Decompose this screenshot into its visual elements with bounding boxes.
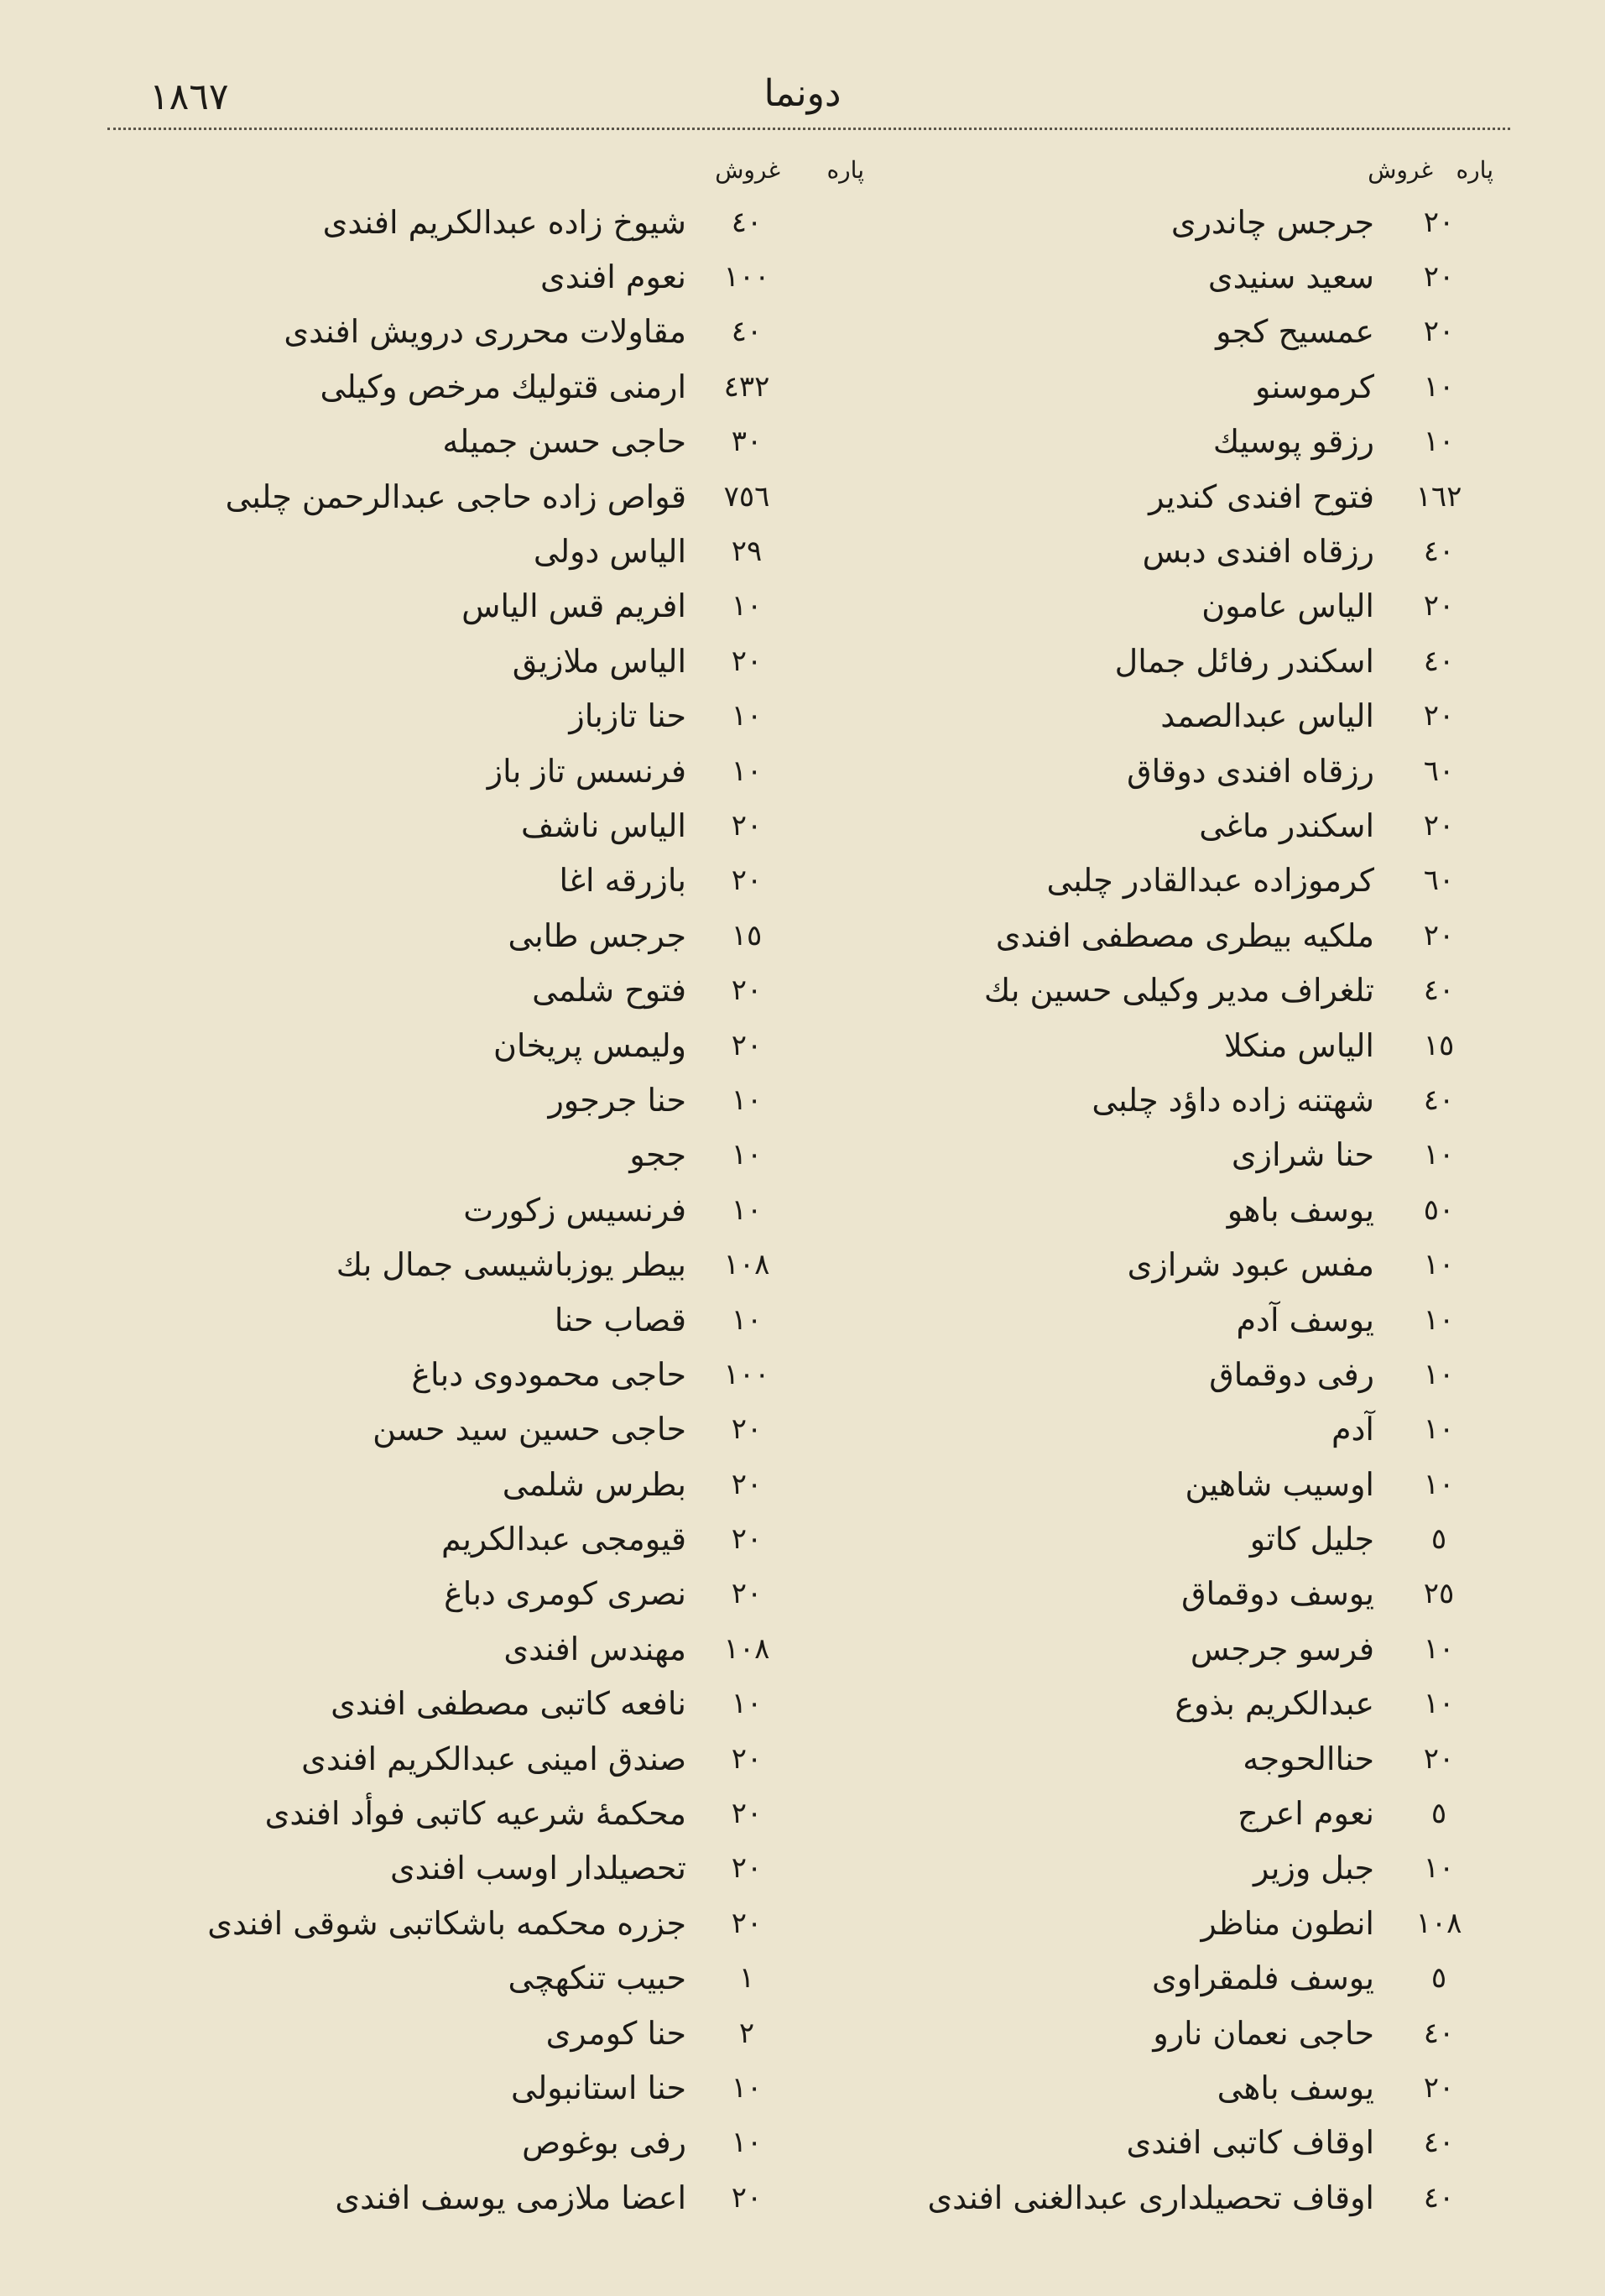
entry-row [109, 1677, 797, 1731]
amount: ٢٩ [731, 535, 763, 569]
amount: ٤٠ [1423, 2126, 1455, 2160]
entry-row [805, 634, 1493, 688]
entry-row [805, 1237, 1493, 1292]
entry-row [805, 744, 1493, 798]
name: اعضا ملازمى يوسف افندى [335, 2179, 686, 2216]
amount: ٢٠ [731, 1412, 763, 1447]
entry-row [109, 2170, 797, 2225]
amount: ٥ [1430, 1961, 1447, 1996]
name: صندق امينى عبدالكريم افندى [301, 1740, 686, 1777]
amount: ٣٠ [731, 425, 763, 459]
amount: ١٠٠ [723, 1357, 770, 1391]
entry-row [109, 1731, 797, 1786]
amount: ١٠٨ [723, 1631, 770, 1666]
entry-row [109, 469, 797, 524]
name: الياس عامون [1201, 587, 1374, 625]
amount: ٤٠ [1423, 1083, 1455, 1117]
name: الياس دولى [533, 533, 686, 571]
entry-row [805, 798, 1493, 853]
entry-row [109, 579, 797, 634]
name: جرجس چاندری [1170, 203, 1374, 241]
amount: ١٦٢ [1415, 479, 1462, 514]
name: اوقاف تحصيلدارى عبدالغنى افندى [927, 2179, 1374, 2216]
right-column [805, 151, 1493, 2225]
entry-row [805, 1457, 1493, 1511]
name: آدم [1331, 1411, 1374, 1448]
entry-row [109, 634, 797, 688]
amount: ٢٠ [731, 1577, 763, 1611]
name: يوسف باهو [1227, 1191, 1374, 1229]
name: حاجى محمودوى دباغ [411, 1355, 686, 1393]
entry-row [109, 2116, 797, 2170]
amount: ٤٠ [1423, 644, 1455, 678]
amount: ٥٠ [1423, 1192, 1455, 1227]
entry-row [109, 1347, 797, 1401]
name: حنا شرازى [1231, 1136, 1374, 1174]
para-label: پاره [1456, 156, 1493, 184]
entry-row [805, 1951, 1493, 2006]
name: نعوم افندى [539, 258, 686, 296]
amount: ١٠٨ [723, 1248, 770, 1282]
entry-list [109, 195, 797, 2225]
name: عمسيح كجو [1216, 313, 1374, 351]
name: رفى بوغوص [522, 2124, 686, 2162]
name: حنا كومرى [545, 2014, 686, 2052]
entry-row [109, 1951, 797, 2006]
amount: ٢٠ [731, 1741, 763, 1776]
name: حنا تازباز [569, 697, 686, 735]
amount: ٢٠ [731, 2180, 763, 2215]
entry-row [805, 1786, 1493, 1840]
page-number: ١٨٦٧ [149, 76, 229, 118]
ghurush-label: غروش [715, 156, 780, 184]
name: بطرس شلمى [502, 1465, 686, 1503]
amount: ١٠ [1423, 425, 1455, 459]
name: يوسف آدم [1236, 1301, 1374, 1338]
running-head-title: دونما [763, 72, 842, 115]
amount: ١٠ [1423, 1467, 1455, 1501]
name: بيطر يوزباشيسى جمال بك [336, 1246, 686, 1284]
name: مفس عبود شرازى [1127, 1246, 1374, 1284]
amount: ١٠٨ [1415, 1906, 1462, 1940]
entry-row [109, 1018, 797, 1072]
name: فرسو جرجس [1190, 1630, 1374, 1667]
amount: ٢٠ [731, 973, 763, 1008]
entry-row [109, 798, 797, 853]
name: شهتنه زاده داؤد چلبى [1092, 1081, 1374, 1119]
name: شيوخ زاده عبدالكريم افندى [322, 203, 686, 241]
entry-row [109, 1457, 797, 1511]
name: كرموسنو [1255, 368, 1374, 405]
name: جبل وزير [1253, 1850, 1374, 1887]
name: حاجى حسن جميله [442, 423, 686, 461]
name: رزقاه افندى دوقاق [1127, 752, 1374, 790]
name: يوسف فلمقراوى [1151, 1959, 1374, 1997]
name: بازرقه اغا [559, 862, 686, 900]
amount: ١٠ [731, 2126, 763, 2160]
entry-row [805, 2170, 1493, 2225]
amount: ٥ [1430, 1797, 1447, 1831]
name: الياس ملازيق [512, 642, 686, 680]
name: اسكندر ماغى [1199, 806, 1374, 844]
name: محكمهٔ شرعيه كاتبى فوأد افندى [264, 1795, 686, 1833]
amount: ١٠ [731, 1192, 763, 1227]
entry-row [109, 963, 797, 1017]
amount: ٦٠ [1423, 864, 1455, 898]
amount: ٤٠ [1423, 973, 1455, 1008]
amount: ٤٠ [731, 205, 763, 239]
name: تلغراف مدير وكيلى حسين بك [983, 972, 1374, 1010]
amount: ٢٠ [731, 1028, 763, 1062]
amount: ٢٠ [731, 1906, 763, 1940]
entry-row [109, 1072, 797, 1127]
amount: ٢٠ [1423, 315, 1455, 349]
entry-row [805, 195, 1493, 249]
amount: ١٠ [1423, 1357, 1455, 1391]
name: اوقاف كاتبى افندى [1126, 2124, 1374, 2162]
entry-row [805, 2060, 1493, 2115]
name: رزقاه افندى دبس [1142, 533, 1374, 571]
name: الياس ناشف [521, 806, 686, 844]
name: اوسيب شاهين [1185, 1465, 1374, 1503]
entry-row [109, 1237, 797, 1292]
amount: ١٠ [731, 1687, 763, 1721]
name: جرجس طابى [508, 916, 686, 954]
entry-row [109, 359, 797, 414]
amount: ٢٠ [1423, 918, 1455, 952]
entry-row [805, 415, 1493, 469]
amount: ١٠ [1423, 1687, 1455, 1721]
amount: ٢٠ [1423, 2070, 1455, 2105]
name: مهندس افندى [503, 1630, 686, 1667]
name: الياس عبدالصمد [1160, 697, 1374, 735]
amount: ١٠ [1423, 1138, 1455, 1172]
name: حاجى حسين سيد حسن [373, 1411, 686, 1448]
entry-row [805, 1072, 1493, 1127]
name: يوسف دوقماق [1181, 1575, 1374, 1613]
entry-row [805, 1128, 1493, 1182]
amount: ٤٠ [1423, 2180, 1455, 2215]
entry-row [805, 1347, 1493, 1401]
entry-row [805, 524, 1493, 578]
amount: ٦٠ [1423, 754, 1455, 788]
entry-row [109, 1128, 797, 1182]
amount: ١٠ [731, 2070, 763, 2105]
header-rule [107, 128, 1510, 130]
name: رزقو پوسيك [1212, 423, 1374, 461]
amount: ١٠ [1423, 1851, 1455, 1886]
name: نعوم اعرج [1238, 1795, 1374, 1833]
name: نصرى كومرى دباغ [444, 1575, 686, 1613]
entry-row [805, 249, 1493, 304]
name: الياس منكلا [1223, 1026, 1374, 1064]
entry-row [109, 908, 797, 963]
entry-row [805, 1292, 1493, 1347]
amount: ١٠٠ [723, 260, 770, 295]
amount: ٢٠ [731, 1797, 763, 1831]
entry-row [805, 963, 1493, 1017]
amount: ١٥ [731, 918, 763, 952]
name: تحصيلدار اوسب افندى [389, 1850, 686, 1887]
name: حاجى نعمان نارو [1153, 2014, 1374, 2052]
amount: ٢٠ [1423, 699, 1455, 733]
entry-row [109, 853, 797, 908]
para-label: پاره [826, 156, 864, 184]
amount: ٢٠ [1423, 808, 1455, 843]
name: ارمنى قتوليك مرخص وكيلى [320, 368, 686, 405]
name: حناالحوجه [1243, 1740, 1374, 1777]
name: يوسف باهى [1217, 2069, 1374, 2106]
amount: ١٠ [731, 754, 763, 788]
name: نافعه كاتبى مصطفى افندى [331, 1685, 686, 1723]
column-header [805, 151, 1493, 195]
name: قصاب حنا [554, 1301, 686, 1338]
amount: ١٠ [731, 1138, 763, 1172]
entry-row [109, 249, 797, 304]
name: رفى دوقماق [1209, 1355, 1374, 1393]
entry-row [109, 195, 797, 249]
name: اسكندر رفائل جمال [1114, 642, 1374, 680]
name: قيومجى عبدالكريم [441, 1521, 686, 1558]
name: ملكيه بيطرى مصطفى افندى [995, 916, 1374, 954]
amount: ١٠ [1423, 1302, 1455, 1337]
amount: ١٠ [731, 589, 763, 624]
amount: ٧٥٦ [723, 479, 770, 514]
left-column [109, 151, 864, 2225]
amount: ٤٠ [731, 315, 763, 349]
entry-row [805, 579, 1493, 634]
amount: ٢٠ [1423, 260, 1455, 295]
name: وليمس پريخان [492, 1026, 686, 1064]
amount: ٤٣٢ [723, 369, 770, 404]
entry-row [109, 1402, 797, 1457]
entry-row [109, 305, 797, 359]
amount: ١٠ [1423, 1248, 1455, 1282]
amount: ٢٠ [1423, 205, 1455, 239]
amount: ١٠ [1423, 1412, 1455, 1447]
entry-row [109, 1511, 797, 1566]
entry-row [805, 359, 1493, 414]
name: جزره محكمه باشكاتبى شوقى افندى [207, 1904, 686, 1942]
amount: ٢٠ [1423, 589, 1455, 624]
amount: ٢٠ [731, 1522, 763, 1557]
amount: ١٠ [731, 1083, 763, 1117]
entry-row [805, 1677, 1493, 1731]
amount: ٢٠ [731, 1467, 763, 1501]
entry-row [109, 1621, 797, 1676]
amount: ١٠ [731, 1302, 763, 1337]
amount: ٢٠ [1423, 1741, 1455, 1776]
column-header [109, 151, 864, 195]
name: حبيب تنكهچى [508, 1959, 686, 1997]
entry-row [805, 1731, 1493, 1786]
name: قواص زاده حاجى عبدالرحمن چلبى [225, 477, 686, 515]
entry-row [109, 1786, 797, 1840]
name: انطون مناظر [1201, 1904, 1374, 1942]
name: فتوح شلمى [532, 972, 686, 1010]
entry-row [805, 1841, 1493, 1896]
name: حنا جرجور [548, 1081, 686, 1119]
entry-row [109, 415, 797, 469]
entry-row [109, 1292, 797, 1347]
entry-row [109, 524, 797, 578]
entry-row [109, 744, 797, 798]
entry-row [805, 305, 1493, 359]
entry-row [109, 1567, 797, 1621]
amount: ٤٠ [1423, 535, 1455, 569]
name: مقاولات محررى درويش افندى [284, 313, 686, 351]
entry-row [805, 2116, 1493, 2170]
entry-row [109, 2006, 797, 2060]
ghurush-label: غروش [1368, 156, 1433, 184]
name: افريم قس الياس [461, 587, 686, 625]
entry-row [109, 1896, 797, 1950]
entry-row [109, 2060, 797, 2115]
amount: ٢٠ [731, 808, 763, 843]
amount: ٢٠ [731, 1851, 763, 1886]
name: كرموزاده عبدالقادر چلبى [1046, 862, 1374, 900]
amount: ١٠ [731, 699, 763, 733]
amount: ٥ [1430, 1522, 1447, 1557]
entry-row [805, 1402, 1493, 1457]
name: عبدالكريم بذوع [1175, 1685, 1374, 1723]
amount: ١ [738, 1961, 755, 1996]
entry-row [805, 2006, 1493, 2060]
entry-row [805, 1896, 1493, 1950]
entry-row [109, 1182, 797, 1237]
entry-row [805, 853, 1493, 908]
name: جليل كاتو [1249, 1521, 1374, 1558]
entry-row [109, 689, 797, 744]
amount: ٤٠ [1423, 2016, 1455, 2050]
amount: ٢ [738, 2016, 755, 2050]
entry-row [805, 1182, 1493, 1237]
entry-row [805, 1621, 1493, 1676]
name: فرنسس تاز باز [487, 752, 686, 790]
entry-row [805, 908, 1493, 963]
entry-row [805, 1018, 1493, 1072]
amount: ١٠ [1423, 369, 1455, 404]
amount: ١٠ [1423, 1631, 1455, 1666]
entry-row [805, 1567, 1493, 1621]
name: سعيد سنيدى [1207, 258, 1374, 296]
amount: ١٥ [1423, 1028, 1455, 1062]
amount: ٢٠ [731, 864, 763, 898]
name: فتوح افندى كندير [1149, 477, 1374, 515]
entry-row [805, 689, 1493, 744]
entry-row [109, 1841, 797, 1896]
entry-list [805, 195, 1493, 2225]
name: ججو [629, 1136, 686, 1174]
entry-row [805, 1511, 1493, 1566]
name: فرنسيس زكورت [463, 1191, 686, 1229]
amount: ٢٠ [731, 644, 763, 678]
name: حنا استانبولى [511, 2069, 686, 2106]
entry-row [805, 469, 1493, 524]
amount: ٢٥ [1423, 1577, 1455, 1611]
